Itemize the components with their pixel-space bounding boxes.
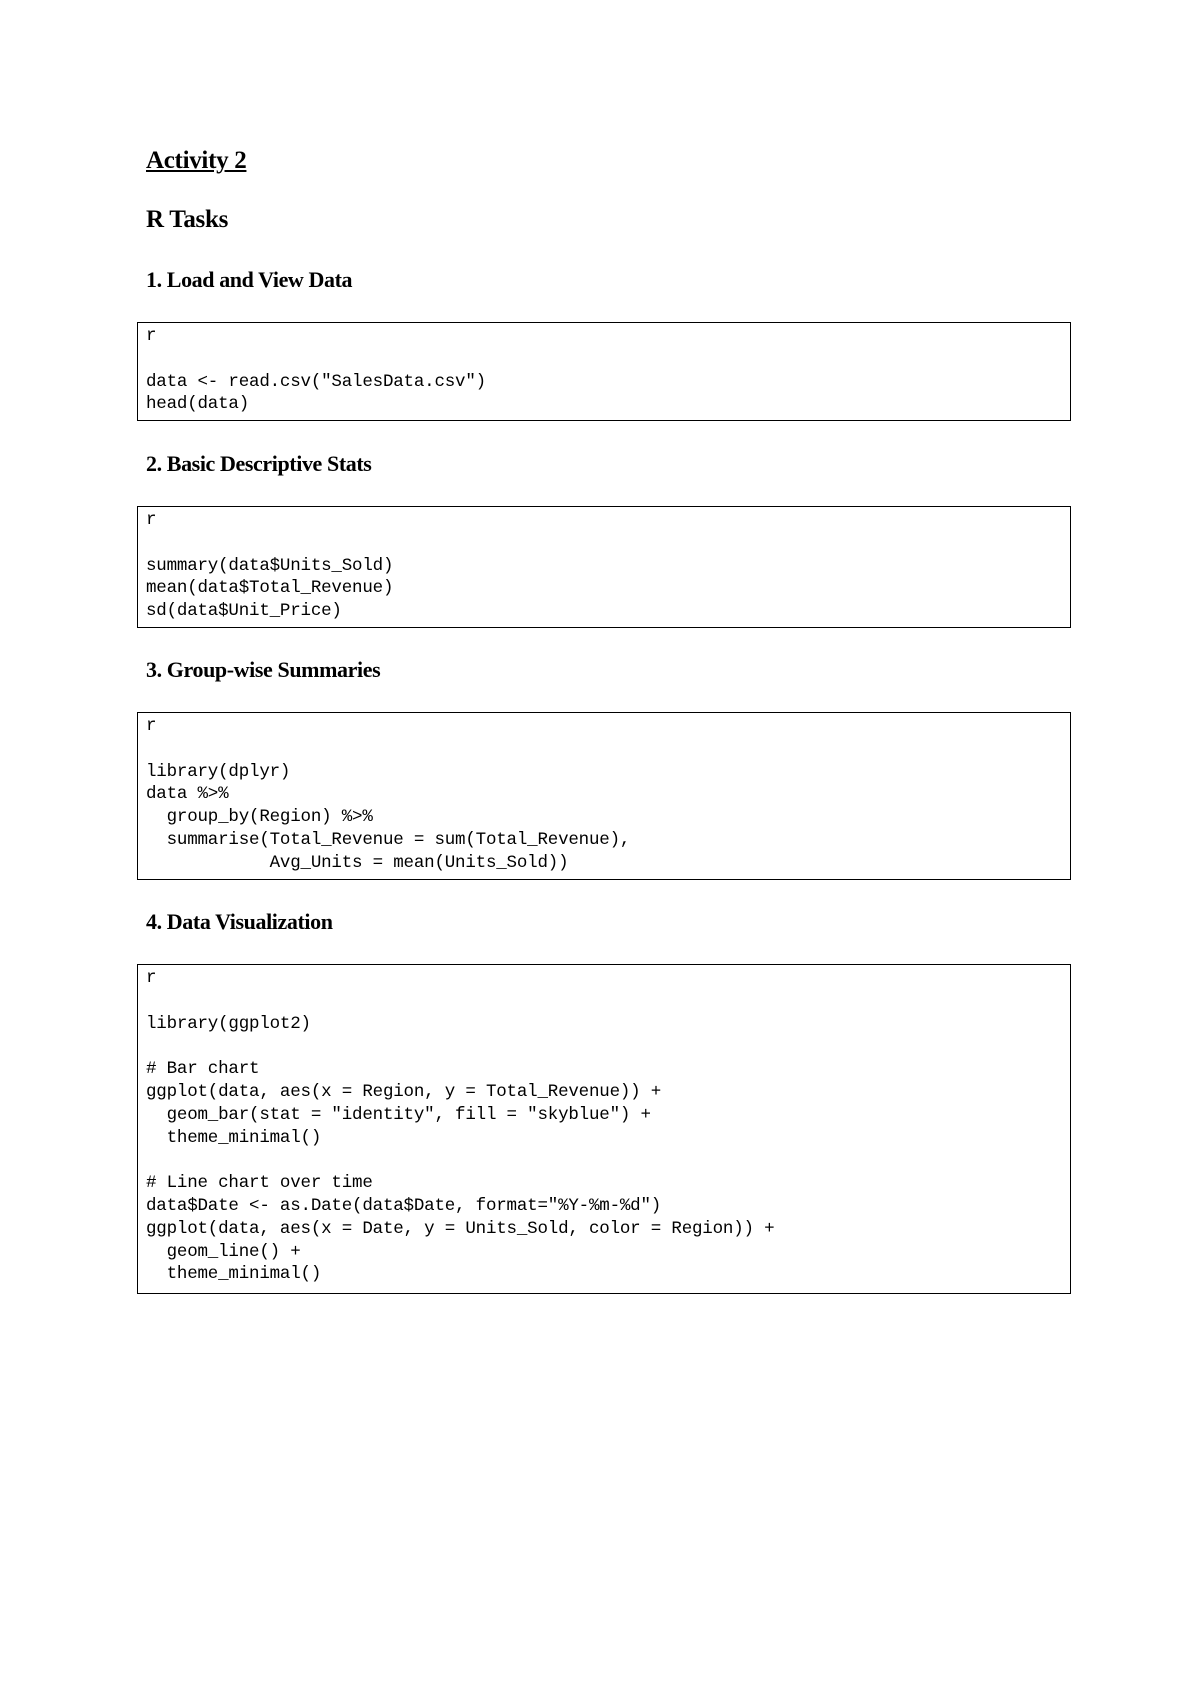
document-subtitle: R Tasks xyxy=(146,206,228,233)
code-line: # Line chart over time xyxy=(146,1173,373,1194)
code-line: r xyxy=(146,510,157,530)
code-block-descriptive-stats xyxy=(137,506,1071,628)
code-line: sd(data$Unit_Price) xyxy=(146,601,342,622)
code-line: summarise(Total_Revenue = sum(Total_Revenue), xyxy=(146,829,631,850)
code-line xyxy=(146,532,1062,555)
code-line: library(dplyr) xyxy=(146,761,291,782)
section-heading-descriptive-stats: 2. Basic Descriptive Stats xyxy=(146,451,372,476)
code-line: theme_minimal() xyxy=(146,1127,322,1148)
code-line: mean(data$Total_Revenue) xyxy=(146,578,394,599)
code-line: Avg_Units = mean(Units_Sold)) xyxy=(146,852,569,873)
section-heading-visualization: 4. Data Visualization xyxy=(146,909,333,934)
code-line: geom_bar(stat = "identity", fill = "skyblue") + xyxy=(146,1104,651,1125)
section-heading-load-data: 1. Load and View Data xyxy=(146,267,353,292)
code-line: r xyxy=(146,326,157,346)
code-line: head(data) xyxy=(146,394,250,415)
code-line xyxy=(146,1035,1062,1058)
code-block-visualization xyxy=(137,964,1071,1294)
code-line xyxy=(146,1149,1062,1172)
code-line: library(ggplot2) xyxy=(146,1013,311,1034)
code-line xyxy=(146,348,1062,371)
code-line: ggplot(data, aes(x = Region, y = Total_Revenue)) + xyxy=(146,1081,662,1102)
code-line: data %>% xyxy=(146,784,229,805)
code-line: ggplot(data, aes(x = Date, y = Units_Sold, color = Region)) + xyxy=(146,1218,775,1239)
code-line: data <- read.csv("SalesData.csv") xyxy=(146,371,486,392)
code-line: r xyxy=(146,716,157,736)
code-block-group-summaries xyxy=(137,712,1071,880)
code-line: theme_minimal() xyxy=(146,1264,322,1285)
code-line: r xyxy=(146,968,157,988)
code-line: group_by(Region) %>% xyxy=(146,807,373,828)
code-block-load-data xyxy=(137,322,1071,421)
code-line: data$Date <- as.Date(data$Date, format="%Y-%m-%d") xyxy=(146,1195,662,1216)
section-heading-group-summaries: 3. Group-wise Summaries xyxy=(146,657,381,682)
document-title: Activity 2 xyxy=(146,147,247,174)
code-line xyxy=(146,990,1062,1013)
code-line: geom_line() + xyxy=(146,1241,301,1262)
code-line: summary(data$Units_Sold) xyxy=(146,555,394,576)
code-line xyxy=(146,738,1062,761)
code-line: # Bar chart xyxy=(146,1059,260,1080)
